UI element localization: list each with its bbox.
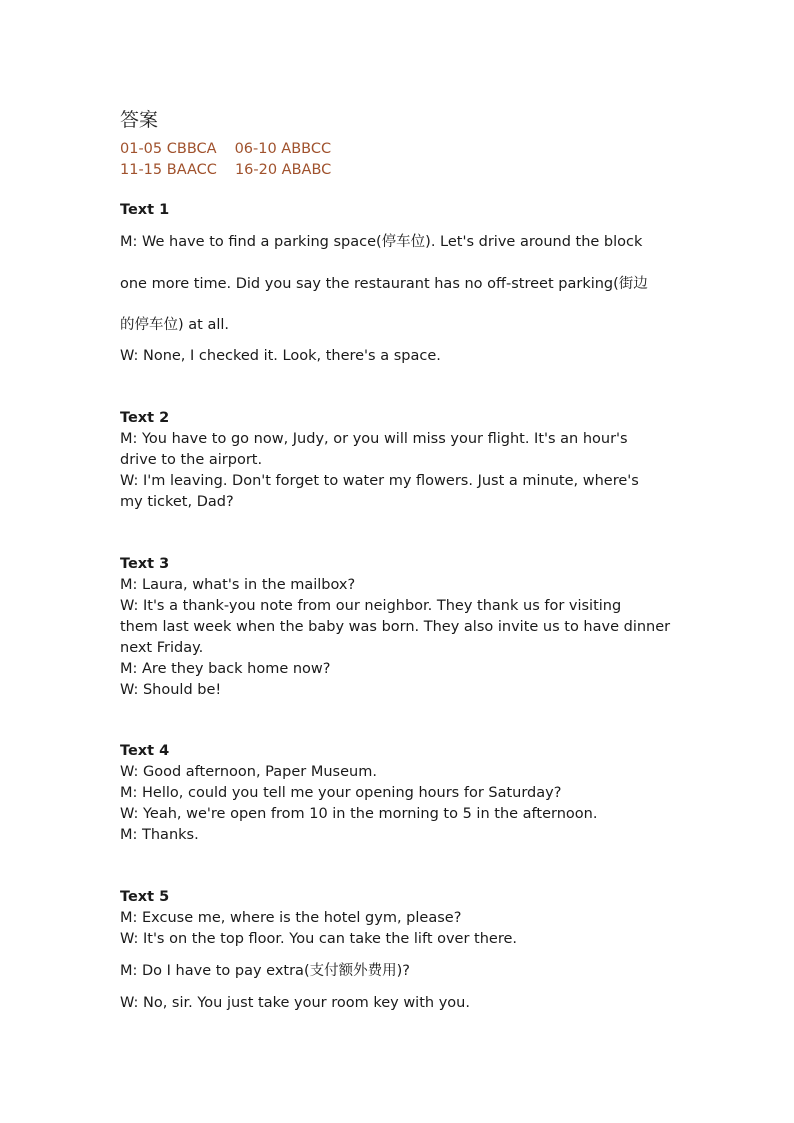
dialogue-line: M: You have to go now, Judy, or you will miss your flight. It's an hour's (120, 431, 628, 447)
dialogue-line: them last week when the baby was born. They also invite us to have dinner (120, 619, 671, 635)
text-3-section (120, 554, 680, 701)
dialogue-line: M: Hello, could you tell me your opening hours for Saturday? (120, 785, 562, 801)
dialogue-line: W: I'm leaving. Don't forget to water my flowers. Just a minute, where's (120, 473, 639, 489)
answer-row (120, 160, 331, 181)
dialogue-line: M: Are they back home now? (120, 661, 331, 677)
dialogue-line: W: Good afternoon, Paper Museum. (120, 764, 377, 780)
dialogue-line: drive to the airport. (120, 452, 263, 468)
page-title: 答案 (120, 109, 159, 131)
dialogue-line: 的停车位) at all. (120, 317, 229, 333)
dialogue-line: M: Excuse me, where is the hotel gym, please? (120, 910, 462, 926)
answer-group: 16-20 ABABC (234, 162, 332, 178)
dialogue-line: M: Thanks. (120, 827, 199, 843)
answer-group: 01-05 CBBCA (120, 141, 217, 157)
text-5-section (120, 887, 680, 1014)
section-heading: Text 3 (120, 556, 170, 572)
section-heading: Text 1 (120, 202, 170, 218)
section-heading: Text 5 (120, 889, 170, 905)
answer-group: 06-10 ABBCC (234, 141, 332, 157)
dialogue-line: W: Yeah, we're open from 10 in the morning to 5 in the afternoon. (120, 806, 598, 822)
dialogue-line: M: Laura, what's in the mailbox? (120, 577, 356, 593)
text-1-section (120, 200, 680, 364)
answer-row (120, 139, 331, 160)
section-heading: Text 2 (120, 410, 170, 426)
dialogue-line: W: No, sir. You just take your room key with you. (120, 995, 470, 1011)
text-2-section (120, 408, 680, 513)
dialogue-line: M: We have to find a parking space(停车位). Let's drive around the block (120, 234, 643, 250)
dialogue-line: my ticket, Dad? (120, 494, 234, 510)
dialogue-line: one more time. Did you say the restaurant has no off-street parking(街边 (120, 276, 648, 292)
section-heading: Text 4 (120, 743, 170, 759)
dialogue-line: W: Should be! (120, 682, 222, 698)
dialogue-line: W: It's a thank-you note from our neighbor. They thank us for visiting (120, 598, 622, 614)
dialogue-line: M: Do I have to pay extra(支付额外费用)? (120, 963, 410, 979)
answer-group: 11-15 BAACC (120, 162, 217, 178)
dialogue-line: next Friday. (120, 640, 204, 656)
answer-key (120, 139, 331, 181)
dialogue-line: W: None, I checked it. Look, there's a space. (120, 348, 441, 364)
text-4-section (120, 741, 680, 846)
dialogue-line: W: It's on the top floor. You can take the lift over there. (120, 931, 518, 947)
